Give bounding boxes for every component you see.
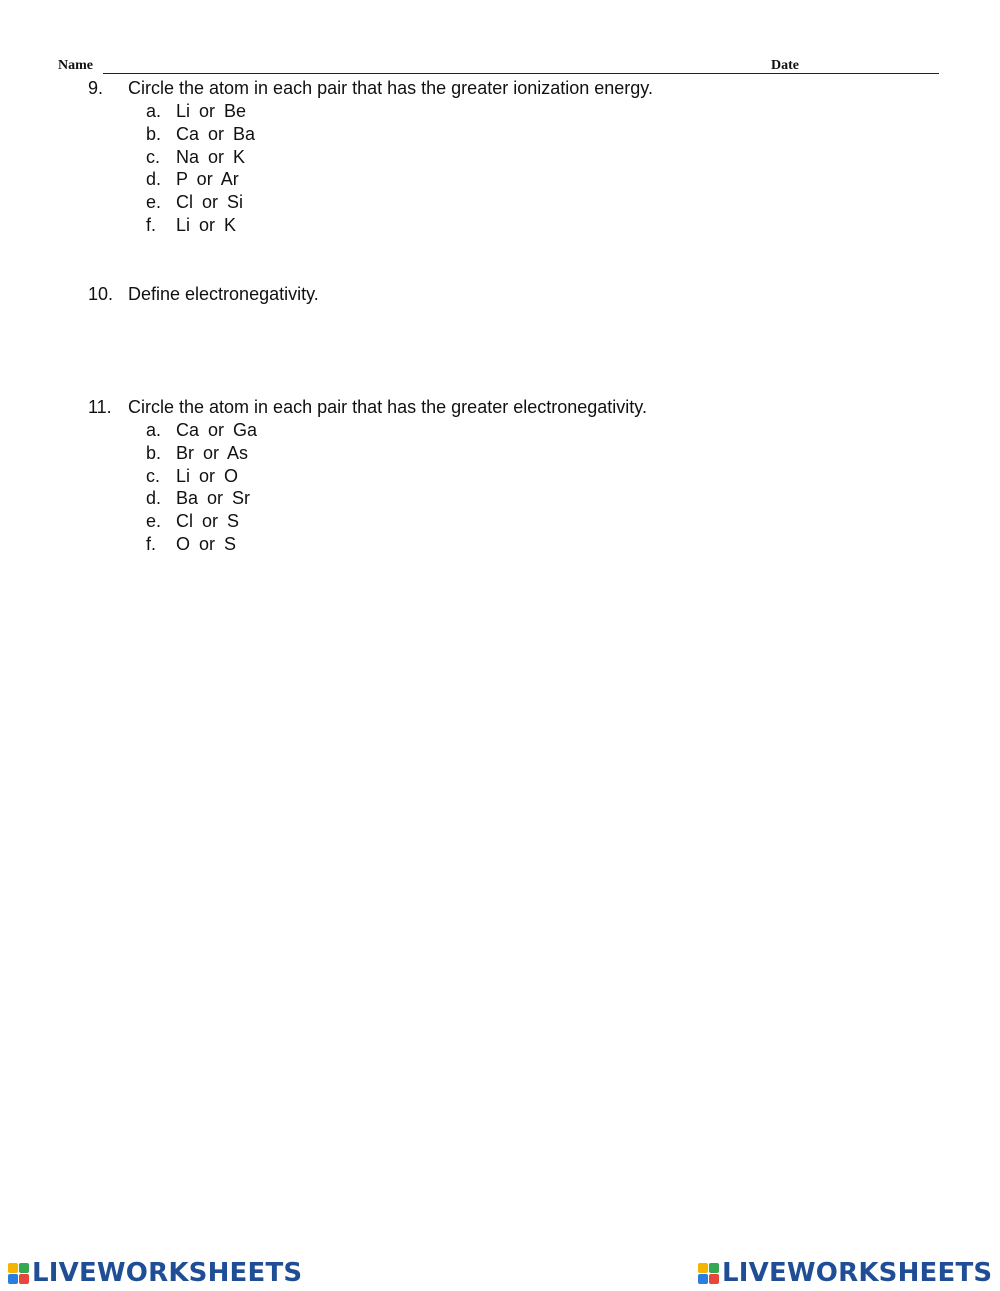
logo-text: LIVEWORKSHEETS	[722, 1258, 993, 1288]
logo-tile	[698, 1274, 708, 1284]
atom-pair[interactable]: Ca or Ba	[176, 123, 256, 144]
atom-pair[interactable]: O or S	[176, 533, 237, 554]
date-field[interactable]	[807, 73, 939, 74]
question-text: Define electronegativity.	[128, 284, 319, 304]
atom-pair[interactable]: Na or K	[176, 146, 246, 167]
logo-tile	[709, 1263, 719, 1273]
liveworksheets-logo-left	[8, 1258, 302, 1288]
logo-tile	[8, 1263, 18, 1273]
option-letter: c.	[146, 465, 161, 486]
atom-pair[interactable]: Ca or Ga	[176, 420, 258, 440]
atom-pair[interactable]: Cl or Si	[176, 192, 244, 213]
atom-pair[interactable]: Li or O	[176, 465, 239, 486]
option-letter: a.	[146, 420, 162, 440]
option-letter: f.	[146, 533, 157, 554]
name-field[interactable]	[103, 73, 821, 74]
logo-tile	[19, 1263, 29, 1273]
logo-tile	[709, 1274, 719, 1284]
logo-text: LIVEWORKSHEETS	[32, 1258, 303, 1288]
atom-pair[interactable]: Ba or Sr	[176, 488, 251, 509]
date-label: Date	[771, 58, 799, 73]
question-text: Circle the atom in each pair that has the greater electronegativity.	[128, 397, 647, 417]
liveworksheets-logo-right	[698, 1258, 992, 1288]
option-letter: e.	[146, 511, 162, 532]
logo-tile	[19, 1274, 29, 1284]
option-letter: d.	[146, 169, 162, 190]
option-letter: d.	[146, 488, 162, 509]
name-date-header	[58, 56, 940, 76]
question-number: 9.	[88, 78, 104, 98]
logo-tile	[698, 1263, 708, 1273]
option-letter: b.	[146, 442, 162, 463]
atom-pair[interactable]: Li or Be	[176, 101, 247, 121]
liveworksheets-logo-icon	[698, 1263, 719, 1284]
liveworksheets-logo-icon	[8, 1263, 29, 1284]
option-letter: e.	[146, 192, 162, 213]
option-letter: b.	[146, 123, 162, 144]
atom-pair[interactable]: Br or As	[176, 442, 249, 463]
name-label: Name	[58, 58, 93, 73]
question-number: 11.	[88, 397, 112, 417]
atom-pair[interactable]: Cl or S	[176, 511, 240, 532]
option-letter: c.	[146, 146, 161, 167]
option-letter: f.	[146, 214, 157, 235]
option-letter: a.	[146, 101, 162, 121]
atom-pair[interactable]: P or Ar	[176, 169, 239, 190]
logo-tile	[8, 1274, 18, 1284]
question-number: 10.	[88, 284, 114, 304]
atom-pair[interactable]: Li or K	[176, 214, 237, 235]
question-text: Circle the atom in each pair that has the greater ionization energy.	[128, 78, 653, 98]
